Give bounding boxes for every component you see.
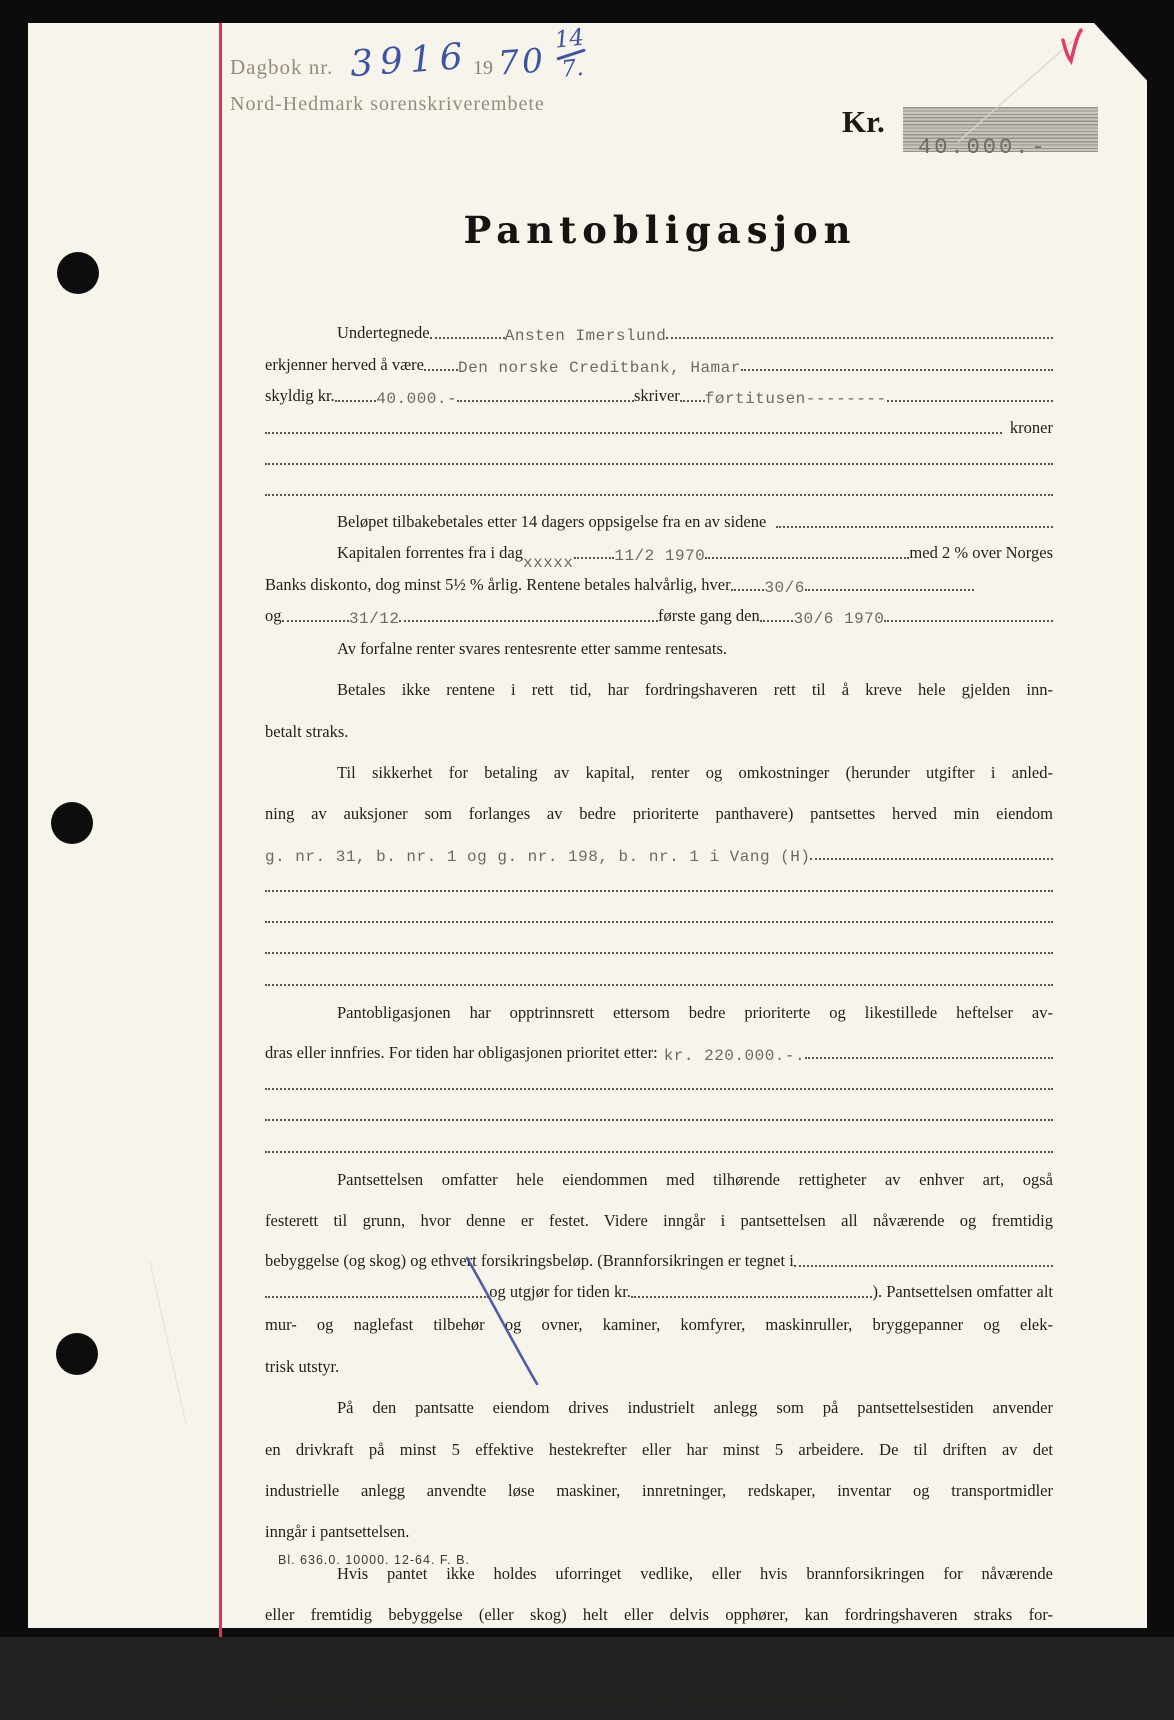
form-line-25: [265, 1129, 1053, 1160]
form-line-19: [265, 931, 1053, 962]
printed-text: skyldig kr.: [265, 386, 335, 406]
form-line-39: misligholdes, så det avholdes eller tillyses tvangsauksjon over pantet eller noen del av det.: [265, 1687, 862, 1707]
form-line-15: ning av auksjoner som forlanges av bedre prioriterte panthavere) pantsettes herved min eiendom: [265, 804, 1053, 824]
punch-hole: [57, 252, 99, 294]
printed-text: kroner: [1009, 417, 1053, 437]
printed-text: og utgjør for tiden kr.: [489, 1282, 631, 1302]
dotted-fill-line: [265, 1151, 1053, 1153]
dotted-fill-line: [680, 400, 705, 402]
form-line-30: mur- og naglefast tilbehør og ovner, kaminer, komfyrer, maskinruller, bryggepanner og elek-: [265, 1315, 1053, 1335]
form-line-13: betalt straks.: [265, 721, 349, 741]
dotted-fill-line: [741, 369, 1053, 371]
dotted-fill-line: [399, 620, 658, 622]
form-line-35: inngår i pantsettelsen.: [265, 1522, 410, 1542]
red-checkmark-icon: [1063, 30, 1081, 61]
typewritten-entry: 11/2 1970: [614, 547, 706, 566]
form-number-print: Bl. 636.0. 10000. 12-64. F. B.: [278, 1553, 470, 1567]
dotted-fill-line: [666, 337, 1053, 339]
form-line-24: [265, 1098, 1053, 1129]
printed-text: med 2 % over Norges: [909, 543, 1053, 563]
dotted-fill-line: [265, 1088, 1053, 1090]
year-prefix-printed: 19: [473, 57, 493, 79]
dotted-fill-line: [457, 400, 634, 402]
typewritten-entry: xxxxx: [523, 554, 574, 573]
form-line-3: [265, 379, 1053, 410]
form-line-8: [265, 536, 1053, 573]
page-title: Pantobligasjon: [463, 208, 857, 252]
typewritten-entry: førtitusen--------: [704, 390, 887, 409]
form-line-11: Av forfalne renter svares rentesrente etter samme rentesats.: [337, 638, 728, 658]
dotted-fill-line: [574, 557, 615, 559]
dotted-fill-line: [424, 369, 458, 371]
dotted-fill-line: [887, 400, 1053, 402]
printed-text: Banks diskonto, dog minst 5½ % årlig. Rentene betales halvårlig, hver: [265, 574, 731, 594]
typewritten-entry: Ansten Imerslund: [504, 327, 667, 346]
dotted-fill-line: [265, 1119, 1053, 1121]
title-wrap: [265, 208, 1055, 252]
form-line-22: [265, 1035, 1053, 1066]
amount-typed-value: 40.000.-: [918, 135, 1048, 160]
printed-text: bebyggelse (og skog) og ethvert forsikringsbeløp. (Brannforsikringen er tegnet i: [265, 1250, 794, 1270]
typewritten-entry: 31/12: [348, 609, 400, 628]
typewritten-entry: 30/6 1970: [793, 609, 885, 628]
typewritten-entry: 40.000.-: [376, 390, 458, 409]
dotted-fill-line: [282, 620, 349, 622]
dotted-fill-line: [705, 557, 909, 559]
form-line-7: [265, 504, 1053, 535]
dotted-fill-line: [631, 1296, 873, 1298]
scan-border-right: [1147, 0, 1174, 1637]
dotted-fill-line: [265, 1296, 489, 1298]
dotted-fill-line: [265, 890, 1053, 892]
form-line-32: På den pantsatte eiendom drives industrielt anlegg som på pantsettelsestiden anvender: [337, 1398, 1053, 1418]
dagbok-stamp-label: Dagbok nr.: [230, 55, 334, 79]
office-stamp: Nord-Hedmark sorenskriverembete: [230, 93, 545, 115]
form-line-23: [265, 1067, 1053, 1098]
form-line-6: [265, 473, 1053, 504]
form-line-20: [265, 962, 1053, 993]
printed-text: skriver: [633, 386, 680, 406]
dotted-fill-line: [810, 858, 1053, 860]
dotted-fill-line: [265, 494, 1053, 496]
form-line-5: [265, 442, 1053, 473]
form-line-10: [265, 599, 1053, 630]
printed-text: Kapitalen forrentes fra i dag: [337, 543, 523, 563]
date-fraction-denominator: 7.: [560, 54, 585, 83]
form-line-36: Hvis pantet ikke holdes uforringet vedlike, eller hvis brannforsikringen for nåværende: [337, 1563, 1053, 1583]
dotted-fill-line: [265, 984, 1053, 986]
paper-crease: [150, 1262, 186, 1424]
form-line-17: [265, 868, 1053, 899]
form-line-34: industrielle anlegg anvendte løse maskiner, innretninger, redskaper, inventar og transportmidler: [265, 1480, 1053, 1500]
printed-text: første gang den: [658, 605, 760, 625]
dotted-fill-line: [430, 337, 505, 339]
scan-border-left: [0, 0, 28, 1637]
dagbok-number-handwritten: 3916: [348, 35, 471, 86]
printed-text: ). Pantsettelsen omfatter alt: [872, 1282, 1053, 1302]
printed-text: Beløpet tilbakebetales etter 14 dagers oppsigelse fra en av sidene: [337, 511, 767, 531]
form-line-4: [265, 410, 1053, 441]
typewritten-entry: 30/6: [764, 578, 805, 597]
dotted-fill-line: [335, 400, 377, 402]
dotted-fill-line: [776, 526, 1053, 528]
amount-label: Kr.: [842, 104, 885, 139]
form-line-26: Pantsettelsen omfatter hele eiendommen med tilhørende rettigheter av enhver art, også: [337, 1169, 1053, 1189]
dotted-fill-line: [884, 620, 1053, 622]
form-line-29: [265, 1275, 1053, 1306]
red-margin-line: [219, 23, 222, 1637]
form-line-33: en drivkraft på minst 5 effektive hestekrefter eller har minst 5 arbeidere. De til driften av det: [265, 1439, 1053, 1459]
date-fraction-numerator: 14: [553, 24, 586, 54]
form-line-37: eller fremtidig bebyggelse (eller skog) helt eller delvis opphører, kan fordringshaveren straks for-: [265, 1605, 1053, 1625]
dotted-fill-line: [265, 952, 1053, 954]
form-line-1: [265, 316, 1053, 347]
form-line-27: festerett til grunn, hvor denne er festet. Videre inngår i pantsettelsen all nåværende og fremtidig: [265, 1211, 1053, 1231]
year-handwritten: 70: [496, 40, 548, 83]
punch-hole: [51, 802, 93, 844]
form-line-12: Betales ikke rentene i rett tid, har fordringshaveren rett til å kreve hele gjelden inn-: [337, 680, 1053, 700]
dotted-fill-line: [805, 589, 974, 591]
form-line-16: [265, 837, 1053, 868]
printed-text: erkjenner herved å være: [265, 354, 424, 374]
printed-text: og: [265, 605, 282, 625]
form-line-18: [265, 900, 1053, 931]
date-fraction-handwritten: [553, 24, 588, 83]
form-line-21: Pantobligasjonen har opptrinnsrett ettersom bedre prioriterte og likestillede heftelser av-: [337, 1002, 1053, 1022]
dotted-fill-line: [760, 620, 794, 622]
form-body: [265, 316, 1053, 1720]
dotted-fill-line: [805, 1057, 1053, 1059]
form-line-28: [265, 1244, 1053, 1275]
typewritten-entry: Den norske Creditbank, Hamar: [458, 358, 741, 377]
dotted-fill-line: [265, 432, 1002, 434]
scan-border-top: [0, 0, 1174, 23]
typewritten-entry: kr. 220.000.-.: [663, 1046, 806, 1065]
dotted-fill-line: [265, 921, 1053, 923]
form-line-14: Til sikkerhet for betaling av kapital, renter og omkostninger (herunder utgifter i anled-: [337, 763, 1053, 783]
form-line-2: [265, 347, 1053, 378]
form-line-38: lange hele gjelden innfridd uten oppsigelse. Det samme gjelder hvis en bedre prioritert fordring: [265, 1646, 1053, 1666]
printed-text: Undertegnede: [337, 323, 430, 343]
form-line-31: trisk utstyr.: [265, 1356, 340, 1376]
typewritten-entry: g. nr. 31, b. nr. 1 og g. nr. 198, b. nr. 1 i Vang (H): [265, 848, 811, 867]
printed-text: dras eller innfries. For tiden har obligasjonen prioritet etter:: [265, 1042, 658, 1062]
punch-hole: [56, 1333, 98, 1375]
dotted-fill-line: [731, 589, 765, 591]
dotted-fill-line: [265, 463, 1053, 465]
dotted-fill-line: [794, 1265, 1053, 1267]
form-line-9: [265, 567, 1053, 598]
